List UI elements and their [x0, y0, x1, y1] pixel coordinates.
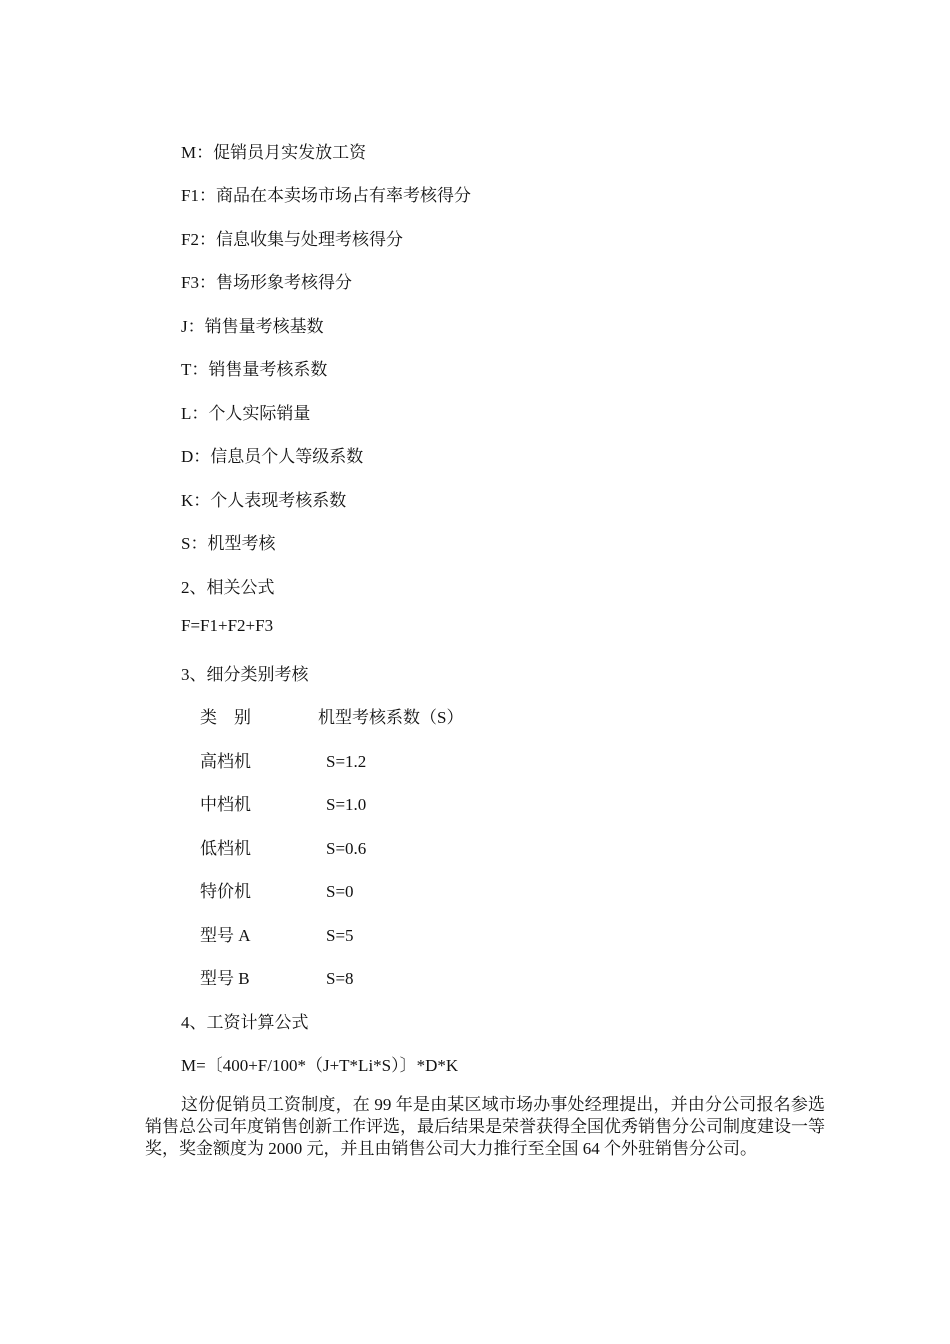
- definition-f1: F1：商品在本卖场市场占有率考核得分: [181, 186, 471, 205]
- row-value: S=1.2: [326, 752, 367, 771]
- table-row: [200, 921, 354, 946]
- row-value: S=0.6: [326, 839, 367, 858]
- table-row: [200, 790, 366, 815]
- definition-m: M：促销员月实发放工资: [181, 143, 367, 162]
- section-2-formula: F=F1+F2+F3: [181, 616, 274, 635]
- row-category: 型号 B: [200, 969, 250, 988]
- row-value: S=1.0: [326, 795, 367, 814]
- table-row: [200, 964, 354, 989]
- definition-f3: F3：售场形象考核得分: [181, 273, 352, 292]
- row-category: 低档机: [200, 839, 251, 858]
- table-header: [200, 703, 463, 728]
- row-value: S=0: [326, 882, 354, 901]
- section-3-heading: 3、细分类别考核: [181, 665, 309, 684]
- table-row: [200, 834, 366, 859]
- definition-l: L：个人实际销量: [181, 404, 311, 423]
- definition-j: J：销售量考核基数: [181, 317, 324, 336]
- row-category: 型号 A: [200, 926, 251, 945]
- definition-f2: F2：信息收集与处理考核得分: [181, 230, 403, 249]
- row-category: 特价机: [200, 882, 251, 901]
- section-4-heading: 4、工资计算公式: [181, 1013, 309, 1032]
- closing-paragraph: 这份促销员工资制度，在 99 年是由某区域市场办事处经理提出，并由分公司报名参选销售总公司年度销售创新工作评选，最后结果是荣誉获得全国优秀销售分公司制度建设一等奖，奖金额度为 2000 元，并且由销售公司大力推行至全国 64 个外驻销售分公司。: [145, 1095, 825, 1158]
- definition-s: S：机型考核: [181, 534, 276, 553]
- header-category: 类 别: [200, 708, 251, 727]
- table-row: [200, 747, 366, 772]
- row-value: S=5: [326, 926, 354, 945]
- definition-k: K：个人表现考核系数: [181, 491, 347, 510]
- row-category: 高档机: [200, 752, 251, 771]
- definition-d: D：信息员个人等级系数: [181, 447, 364, 466]
- definition-t: T：销售量考核系数: [181, 360, 328, 379]
- header-value: 机型考核系数（S）: [318, 708, 464, 727]
- row-category: 中档机: [200, 795, 251, 814]
- row-value: S=8: [326, 969, 354, 988]
- section-4-formula: M=〔400+F/100*（J+T*Li*S）〕*D*K: [181, 1056, 459, 1075]
- section-2-heading: 2、相关公式: [181, 578, 275, 597]
- table-row: [200, 877, 354, 902]
